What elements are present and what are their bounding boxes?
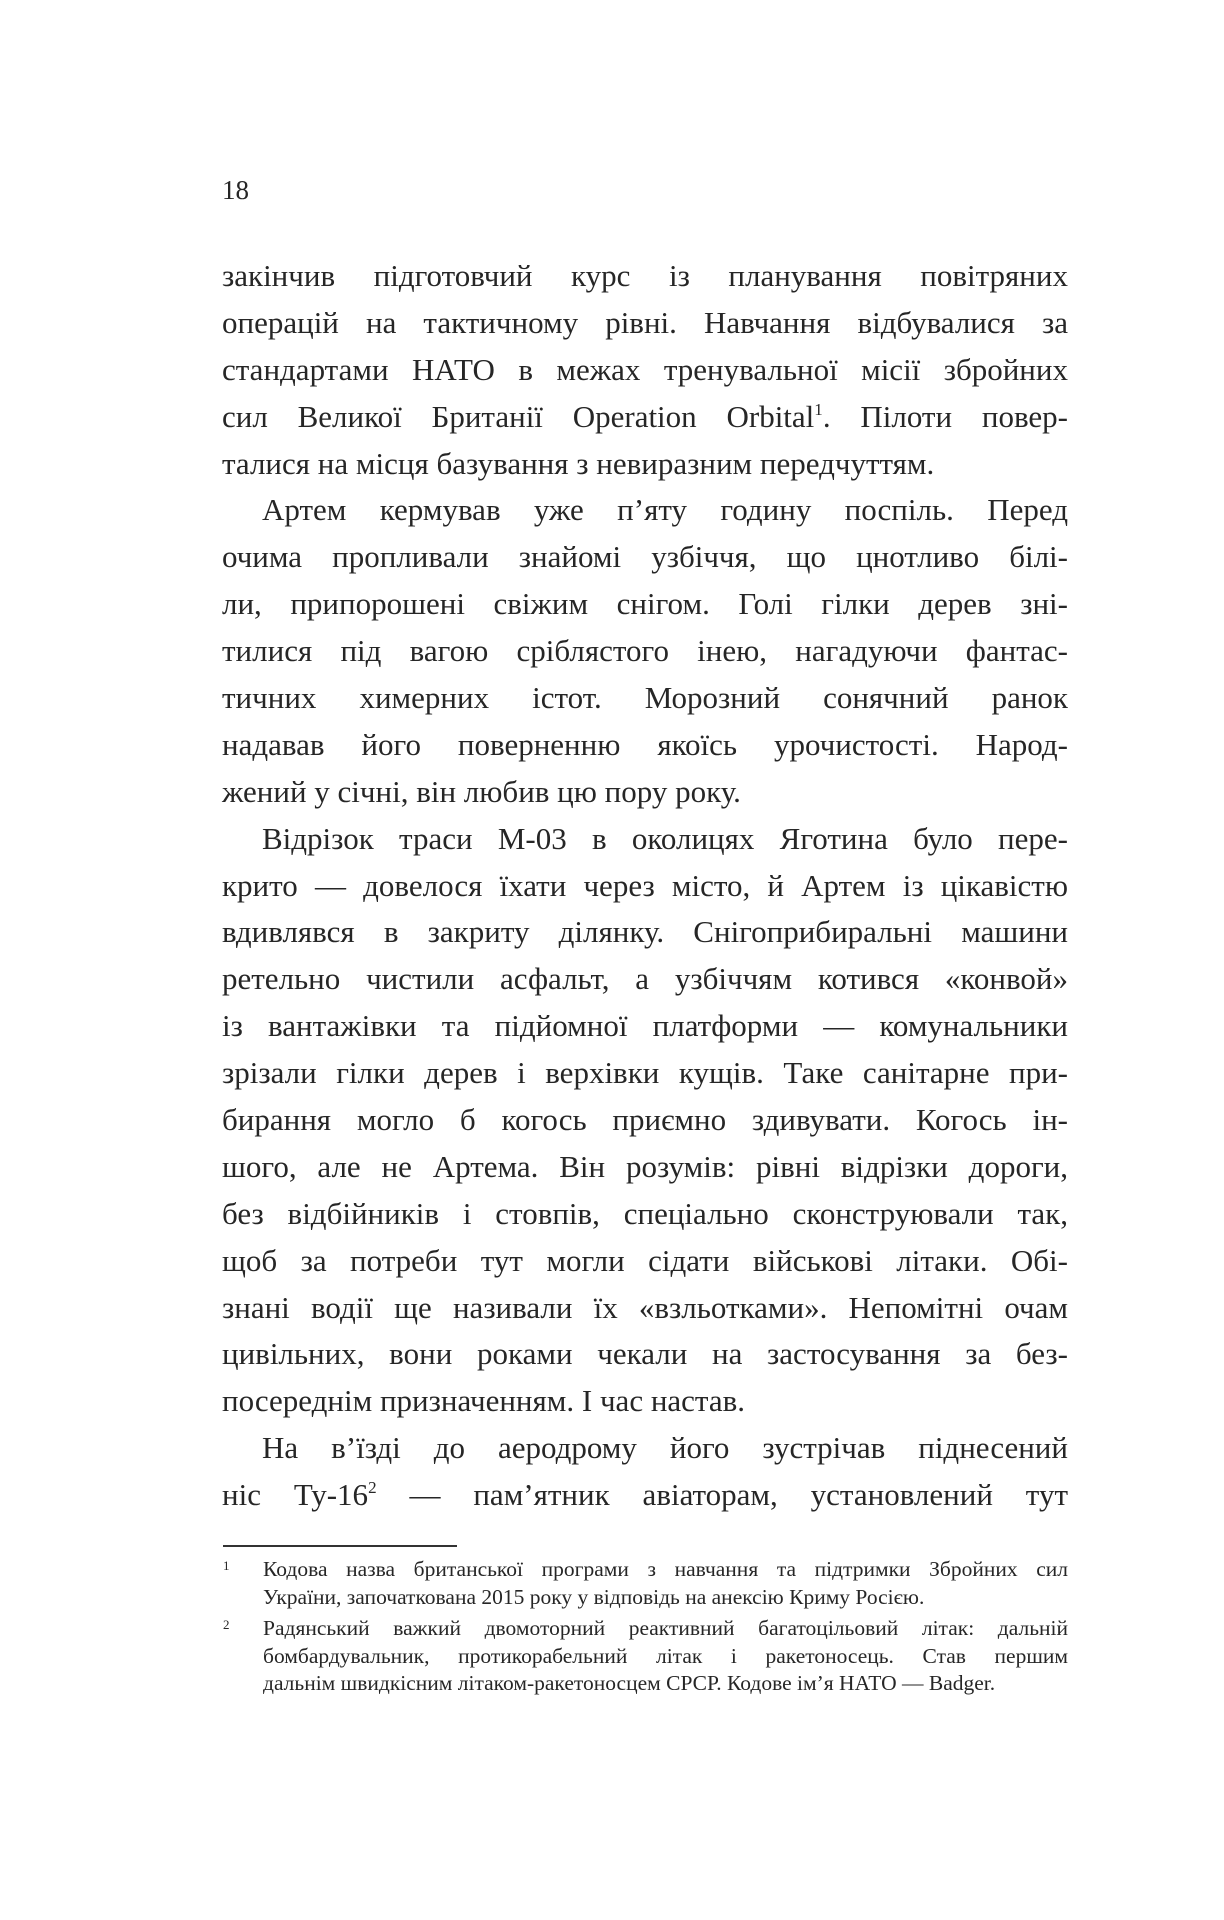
text-line: тилися під вагою сріблястого інею, нагадуючи фантас- <box>222 633 1068 669</box>
text-line: талися на місця базування з невиразним передчуттям. <box>222 445 935 481</box>
footnote-separator <box>223 1545 457 1547</box>
footnote-number: 2 <box>223 1617 230 1633</box>
text-line: надавав його поверненню якоїсь урочистості. Народ- <box>222 726 1068 762</box>
text-line: ретельно чистили асфальт, а узбіччям котився «конвой» <box>222 961 1068 997</box>
text-line: знані водії ще називали їх «взльотками». Непомітні очам <box>222 1289 1068 1325</box>
footnote-ref: 1 <box>814 399 823 419</box>
text-line: зрізали гілки дерев і верхівки кущів. Таке санітарне при- <box>222 1055 1068 1091</box>
body-text <box>222 253 1068 1519</box>
line-text: ніс Ту-16 <box>222 1477 369 1513</box>
paragraph <box>222 816 1068 1426</box>
footnotes <box>223 1556 1068 1702</box>
text-line: крито — довелося їхати через місто, й Артем із цікавістю <box>222 867 1068 903</box>
text-line: очима пропливали знайомі узбіччя, що цнотливо білі- <box>222 539 1068 575</box>
footnote-line: Радянський важкий двомоторний реактивний багатоцільовий літак: дальній <box>263 1616 1068 1641</box>
text-line: Відрізок траси М-03 в околицях Яготина було пере- <box>262 820 1068 856</box>
text-line: із вантажівки та підйомної платформи — комунальники <box>222 1008 1068 1044</box>
line-text: . Пілоти повер- <box>822 398 1068 434</box>
text-line: закінчив підготовчий курс із планування повітряних <box>222 258 1068 293</box>
footnote-line: України, започаткована 2015 року у відповідь на анексію Криму Росією. <box>263 1584 925 1609</box>
paragraph <box>222 487 1068 815</box>
text-line: ли, припорошені свіжим снігом. Голі гілки дерев зні- <box>222 586 1068 622</box>
text-line: вдивлявся в закриту ділянку. Снігоприбиральні машини <box>222 914 1068 950</box>
text-line: тичних химерних істот. Морозний сонячний ранок <box>222 680 1068 716</box>
paragraph <box>222 1425 1068 1519</box>
footnote-line: Кодова назва британської програми з навчання та підтримки Збройних сил <box>263 1557 1068 1581</box>
text-line: стандартами НАТО в межах тренувальної місії збройних <box>222 351 1068 387</box>
text-line: цивільних, вони роками чекали на застосування за без- <box>222 1336 1068 1372</box>
text-line: без відбійників і стовпів, спеціально сконструювали так, <box>222 1195 1068 1231</box>
text-line: посереднім призначенням. І час настав. <box>222 1383 746 1419</box>
footnote <box>223 1556 1068 1611</box>
text-line <box>222 1472 1068 1519</box>
text-line: шого, але не Артема. Він розумів: рівні відрізки дороги, <box>222 1148 1068 1184</box>
footnote-number: 1 <box>223 1558 230 1573</box>
line-text: — пам’ятник авіаторам, установлений тут <box>376 1477 1068 1513</box>
footnote <box>223 1615 1068 1698</box>
footnote-line: бомбардувальник, протикорабельний літак і ракетоносець. Став першим <box>263 1643 1068 1668</box>
text-line: На в’їзді до аеродрому його зустрічав піднесений <box>262 1430 1068 1466</box>
line-text: сил Великої Британії Operation Orbital <box>222 398 815 434</box>
text-line: жений у січні, він любив цю пору року. <box>222 773 741 809</box>
footnote-ref: 2 <box>368 1478 377 1498</box>
paragraph <box>222 253 1068 487</box>
text-line <box>222 394 1068 441</box>
page-number: 18 <box>222 175 249 205</box>
text-line: операцій на тактичному рівні. Навчання відбувалися за <box>222 304 1068 340</box>
text-line: бирання могло б когось приємно здивувати. Когось ін- <box>222 1102 1068 1138</box>
text-line: щоб за потреби тут могли сідати військові літаки. Обі- <box>222 1242 1068 1278</box>
footnote-line: дальнім швидкісним літаком-ракетоносцем СРСР. Кодове ім’я НАТО — Badger. <box>263 1671 996 1696</box>
text-line: Артем кермував уже п’яту годину поспіль. Перед <box>262 492 1068 528</box>
